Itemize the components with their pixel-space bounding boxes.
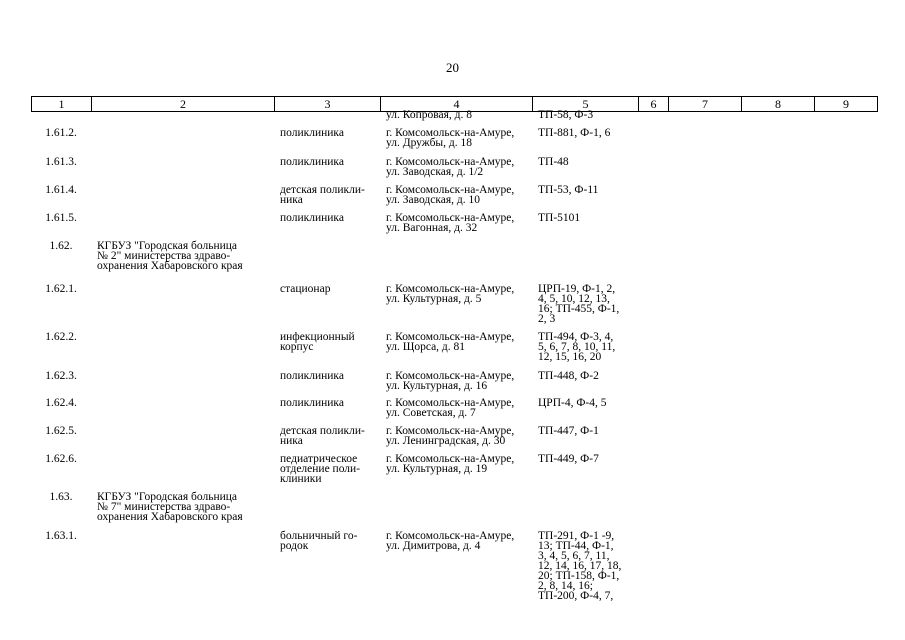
row-number: 1.61.3. (45, 156, 77, 168)
header-col-6: 6 (639, 97, 669, 111)
table-row (31, 531, 876, 606)
power-supply: ТП-291, Ф-1 -9, 13; ТП-44, Ф-1, 3, 4, 5, 6, 7, 11, 12, 14, 16, 17, 18, 20; ТП-158, Ф-1, 2, 8, 14, 16; ТП-200, Ф-4, 7, (538, 530, 622, 602)
table-row (31, 213, 876, 241)
power-supply (532, 492, 638, 531)
power-supply: ТП-53, Ф-11 (538, 184, 599, 196)
table-row (31, 109, 876, 128)
row-number: 1.63.1. (45, 530, 77, 542)
address: г. Комсомольск-на-Амуре, ул. Культурная, д. 19 (386, 453, 515, 475)
row-number: 1.62.6. (45, 453, 77, 465)
organization: КГБУЗ "Городская больница № 7" министерства здраво- охранения Хабаровского края (97, 491, 243, 523)
power-supply: ЦРП-4, Ф-4, 5 (538, 397, 607, 409)
power-supply: ТП-881, Ф-1, 6 (538, 127, 611, 139)
object-type (274, 241, 380, 284)
row-number: 1.62.5. (45, 425, 77, 437)
address (380, 241, 532, 284)
page-number: 20 (446, 60, 459, 75)
header-col-4: 4 (381, 97, 533, 111)
object-type: больничный го- родок (280, 530, 358, 552)
header-col-5: 5 (533, 97, 639, 111)
power-supply (532, 241, 638, 284)
object-type: детская поликли- ника (280, 184, 365, 206)
object-type: поликлиника (280, 156, 344, 168)
object-type: детская поликли- ника (280, 425, 365, 447)
table-row (31, 492, 876, 531)
power-supply: ТП-447, Ф-1 (538, 425, 599, 437)
organization (91, 531, 274, 606)
table-row (31, 157, 876, 185)
header-col-9: 9 (843, 97, 849, 111)
address: г. Комсомольск-на-Амуре, ул. Заводская, д. 10 (386, 184, 515, 206)
organization: КГБУЗ "Городская больница № 2" министерства здраво- охранения Хабаровского края (97, 240, 243, 272)
address: г. Комсомольск-на-Амуре, ул. Ленинградская, д. 30 (386, 425, 515, 447)
address: г. Комсомольск-на-Амуре, ул. Вагонная, д. 32 (386, 212, 515, 234)
object-type: поликлиника (280, 127, 344, 139)
power-supply: ТП-48 (538, 156, 569, 168)
power-supply: ТП-5101 (538, 212, 581, 224)
organization (91, 157, 274, 185)
organization (91, 128, 274, 157)
address: г. Комсомольск-на-Амуре, ул. Советская, д. 7 (386, 397, 515, 419)
organization (91, 213, 274, 241)
organization (91, 284, 274, 332)
table-row (31, 128, 876, 157)
object-type: стационар (280, 283, 331, 295)
power-supply: ТП-58, Ф-3 (538, 109, 594, 121)
header-col-8: 8 (742, 97, 815, 111)
table-body (31, 109, 876, 606)
header-col-1: 1 (32, 97, 92, 111)
organization (91, 332, 274, 371)
organization (91, 398, 274, 426)
row-number: 1.61.2. (45, 127, 77, 139)
address: г. Комсомольск-на-Амуре, ул. Щорса, д. 81 (386, 331, 515, 353)
organization (91, 454, 274, 492)
table-row (31, 454, 876, 492)
object-type: поликлиника (280, 370, 344, 382)
organization (91, 185, 274, 213)
address: г. Комсомольск-на-Амуре, ул. Димитрова, д. 4 (386, 530, 515, 552)
table-row (31, 241, 876, 284)
table-row (31, 426, 876, 454)
table-row (31, 398, 876, 426)
table-row (31, 284, 876, 332)
row-number: 1.63. (49, 491, 73, 503)
header-col-7: 7 (669, 97, 742, 111)
power-supply: ТП-448, Ф-2 (538, 370, 599, 382)
power-supply: ЦРП-19, Ф-1, 2, 4, 5, 10, 12, 13, 16; ТП-455, Ф-1, 2, 3 (538, 283, 620, 325)
address (380, 492, 532, 531)
organization (91, 113, 274, 128)
table-row (31, 332, 876, 371)
table-row (31, 185, 876, 213)
row-number: 1.61.5. (45, 212, 77, 224)
header-col-2: 2 (92, 97, 275, 111)
object-type (274, 492, 380, 531)
power-supply: ТП-449, Ф-7 (538, 453, 599, 465)
organization (91, 426, 274, 454)
object-type: педиатрическое отделение поли- клиники (280, 453, 361, 485)
power-supply: ТП-494, Ф-3, 4, 5, 6, 7, 8, 10, 11, 12, 15, 16, 20 (538, 331, 616, 363)
address: г. Комсомольск-на-Амуре, ул. Заводская, д. 1/2 (386, 156, 515, 178)
object-type: поликлиника (280, 212, 344, 224)
row-number (31, 113, 91, 128)
address: г. Комсомольск-на-Амуре, ул. Культурная, д. 16 (386, 370, 515, 392)
organization (91, 371, 274, 398)
row-number: 1.62.4. (45, 397, 77, 409)
table-row (31, 371, 876, 398)
row-number: 1.62.1. (45, 283, 77, 295)
address: г. Комсомольск-на-Амуре, ул. Культурная, д. 5 (386, 283, 515, 305)
row-number: 1.62.3. (45, 370, 77, 382)
row-number: 1.62.2. (45, 331, 77, 343)
address: ул. Копровая, д. 8 (386, 109, 473, 121)
row-number: 1.61.4. (45, 184, 77, 196)
header-col-3: 3 (275, 97, 381, 111)
object-type: поликлиника (280, 397, 344, 409)
object-type (274, 113, 380, 128)
row-number: 1.62. (49, 240, 73, 252)
object-type: инфекционный корпус (280, 331, 355, 353)
address: г. Комсомольск-на-Амуре, ул. Дружбы, д. 18 (386, 127, 515, 149)
